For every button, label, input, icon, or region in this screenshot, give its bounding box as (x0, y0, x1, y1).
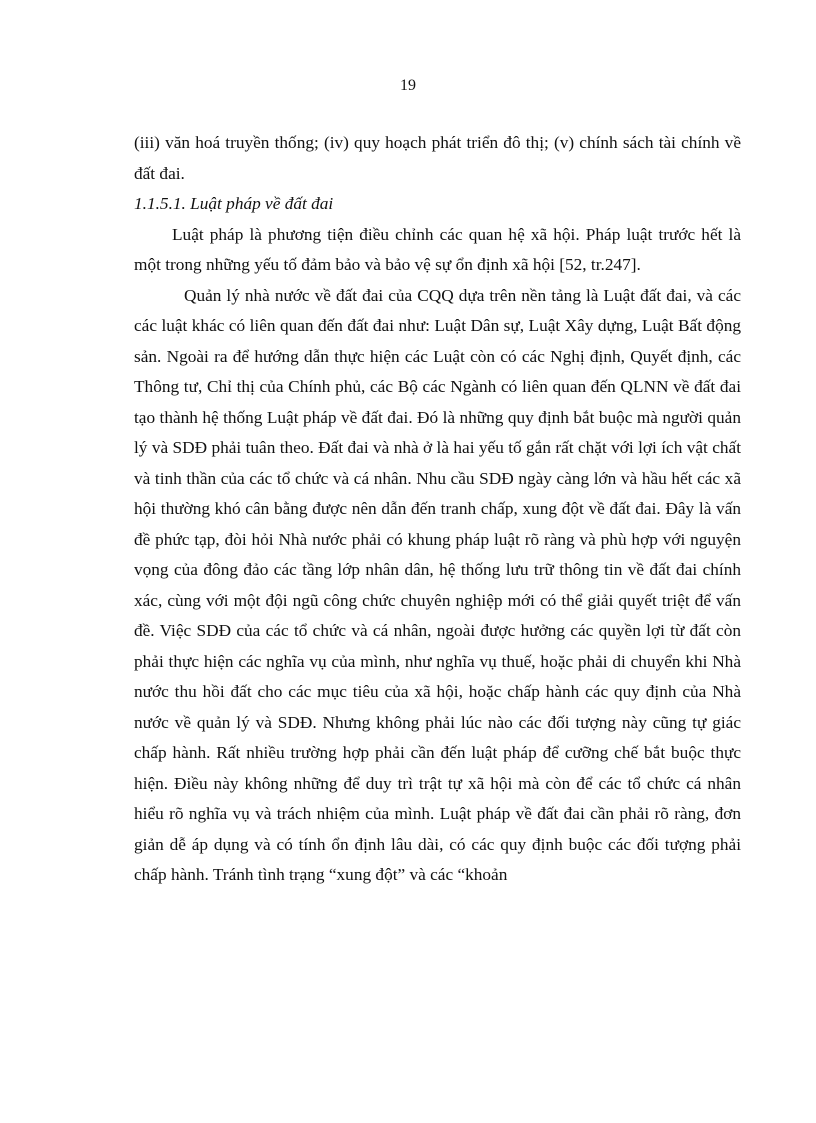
paragraph-law-definition: Luật pháp là phương tiện điều chỉnh các quan hệ xã hội. Pháp luật trước hết là một trong những yếu tố đảm bảo và bảo vệ sự ổn định xã hội [52, tr.247]. (134, 224, 741, 274)
page-body (134, 128, 741, 891)
page-number: 19 (400, 77, 416, 94)
paragraph-land-management: Quản lý nhà nước về đất đai của CQQ dựa trên nền tảng là Luật đất đai, và các các luật khác có liên quan đến đất đai như: Luật Dân sự, Luật Xây dựng, Luật Bất động sản. Ngoài ra để hướng dẫn thực hiện các Luật còn có các Nghị định, Quyết định, các Thông tư, Chỉ thị của Chính phủ, các Bộ các Ngành có liên quan đến QLNN về đất đai tạo thành hệ thống Luật pháp về đất đai. Đó là những quy định bắt buộc mà người quản lý và SDĐ phải tuân theo. Đất đai và nhà ở là hai yếu tố gắn rất chặt với lợi ích vật chất và tinh thần của các tổ chức và cá nhân. Nhu cầu SDĐ ngày càng lớn và hầu hết các xã hội thường khó cân bằng được nên dẫn đến tranh chấp, xung đột về đất đai. Đây là vấn đề phức tạp, đòi hỏi Nhà nước phải có khung pháp luật rõ ràng và phù hợp với nguyện vọng của đông đảo các tầng lớp nhân dân, hệ thống lưu trữ thông tin về đất đai chính xác, cùng với một đội ngũ công chức chuyên nghiệp mới có thể giải quyết triệt để vấn đề. Việc SDĐ của các tổ chức và cá nhân, ngoài được hưởng các quyền lợi từ đất còn phải thực hiện các nghĩa vụ của mình, như nghĩa vụ thuế, hoặc phải di chuyển khi Nhà nước thu hồi đất cho các mục tiêu của xã hội, hoặc chấp hành các quy định của Nhà nước về quản lý và SDĐ. Nhưng không phải lúc nào các đối tượng này cũng tự giác chấp hành. Rất nhiều trường hợp phải cần đến luật pháp để cưỡng chế bắt buộc thực hiện. Điều này không những để duy trì trật tự xã hội mà còn để các tổ chức cá nhân hiểu rõ nghĩa vụ và trách nhiệm của mình. Luật pháp về đất đai cần phải rõ ràng, đơn giản dễ áp dụng và có tính ổn định lâu dài, có các quy định buộc các đối tượng phải chấp hành. Tránh tình trạng “xung đột” và các “khoản (134, 285, 741, 884)
section-heading: 1.1.5.1. Luật pháp về đất đai (134, 194, 334, 213)
paragraph-continuation: (iii) văn hoá truyền thống; (iv) quy hoạch phát triển đô thị; (v) chính sách tài chính về đất đai. (134, 133, 741, 183)
